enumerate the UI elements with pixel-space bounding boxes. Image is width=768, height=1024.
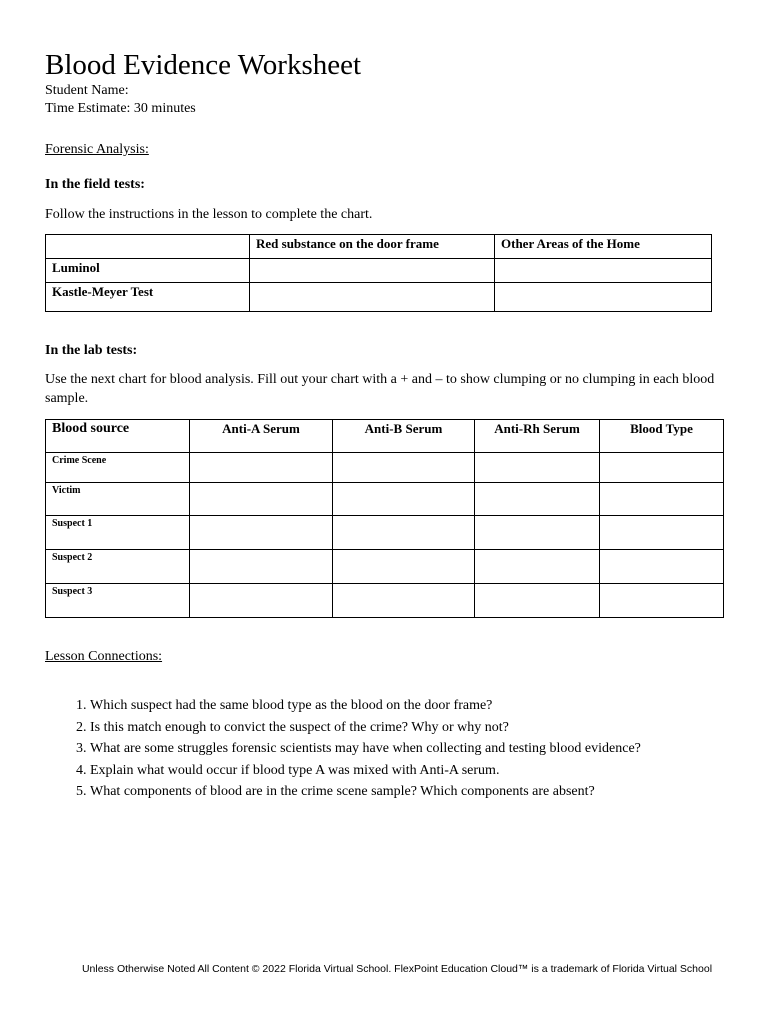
table-header-row [46, 420, 724, 453]
row-label: Suspect 3 [46, 584, 190, 618]
row-label: Luminol [46, 259, 250, 283]
list-item: 5. What components of blood are in the crime scene sample? Which components are absent? [90, 781, 725, 803]
table-row [46, 283, 712, 312]
input-cell[interactable] [333, 584, 475, 618]
input-cell[interactable] [333, 453, 475, 483]
input-cell[interactable] [190, 584, 333, 618]
field-tests-heading: In the field tests: [45, 177, 145, 192]
list-item: 2. Is this match enough to convict the suspect of the crime? Why or why not? [90, 717, 725, 739]
time-estimate: Time Estimate: 30 minutes [45, 101, 196, 116]
list-item: 3. What are some struggles forensic scientists may have when collecting and testing blood evidence? [90, 738, 725, 760]
forensic-analysis-heading: Forensic Analysis: [45, 142, 149, 157]
input-cell[interactable] [600, 453, 724, 483]
row-label: Suspect 2 [46, 550, 190, 584]
table-header-cell: Red substance on the door frame [250, 235, 495, 259]
table-row [46, 453, 724, 483]
list-item: 1. Which suspect had the same blood type as the blood on the door frame? [90, 695, 725, 717]
field-tests-instruction: Follow the instructions in the lesson to complete the chart. [45, 207, 373, 222]
input-cell[interactable] [190, 550, 333, 584]
table-row [46, 550, 724, 584]
lab-tests-heading: In the lab tests: [45, 343, 138, 358]
table-header-cell: Other Areas of the Home [495, 235, 712, 259]
table-row [46, 483, 724, 516]
table-row [46, 516, 724, 550]
table-header-cell: Anti-A Serum [190, 420, 333, 453]
input-cell[interactable] [333, 516, 475, 550]
row-label: Kastle-Meyer Test [46, 283, 250, 312]
input-cell[interactable] [475, 550, 600, 584]
table-row [46, 259, 712, 283]
input-cell[interactable] [600, 516, 724, 550]
lesson-connections-heading: Lesson Connections: [45, 649, 163, 664]
input-cell[interactable] [475, 584, 600, 618]
input-cell[interactable] [475, 516, 600, 550]
table-header-cell: Anti-B Serum [333, 420, 475, 453]
input-cell[interactable] [190, 453, 333, 483]
input-cell[interactable] [333, 550, 475, 584]
questions-list [45, 695, 725, 803]
lab-tests-instruction: Use the next chart for blood analysis. Fill out your chart with a + and – to show clumping or no clumping in each blood sample. [45, 372, 715, 406]
input-cell[interactable] [333, 483, 475, 516]
field-tests-table [45, 234, 712, 312]
input-cell[interactable] [190, 483, 333, 516]
input-cell[interactable] [475, 483, 600, 516]
page-title: Blood Evidence Worksheet [45, 49, 362, 81]
row-label: Suspect 1 [46, 516, 190, 550]
input-cell[interactable] [600, 584, 724, 618]
input-cell[interactable] [250, 259, 495, 283]
list-item: 4. Explain what would occur if blood type A was mixed with Anti-A serum. [90, 760, 725, 782]
input-cell[interactable] [250, 283, 495, 312]
input-cell[interactable] [495, 259, 712, 283]
table-header-cell: Anti-Rh Serum [475, 420, 600, 453]
student-name-label: Student Name: [45, 83, 129, 98]
table-header-cell: Blood source [46, 420, 190, 453]
lab-tests-table [45, 419, 724, 618]
table-header-row [46, 235, 712, 259]
input-cell[interactable] [600, 550, 724, 584]
row-label: Victim [46, 483, 190, 516]
table-header-cell [46, 235, 250, 259]
input-cell[interactable] [600, 483, 724, 516]
footer-copyright: Unless Otherwise Noted All Content © 2022 Florida Virtual School. FlexPoint Education Cloud™ is a trademark of Florida Virtual School [81, 963, 713, 975]
row-label: Crime Scene [46, 453, 190, 483]
table-header-cell: Blood Type [600, 420, 724, 453]
input-cell[interactable] [190, 516, 333, 550]
table-row [46, 584, 724, 618]
input-cell[interactable] [475, 453, 600, 483]
input-cell[interactable] [495, 283, 712, 312]
